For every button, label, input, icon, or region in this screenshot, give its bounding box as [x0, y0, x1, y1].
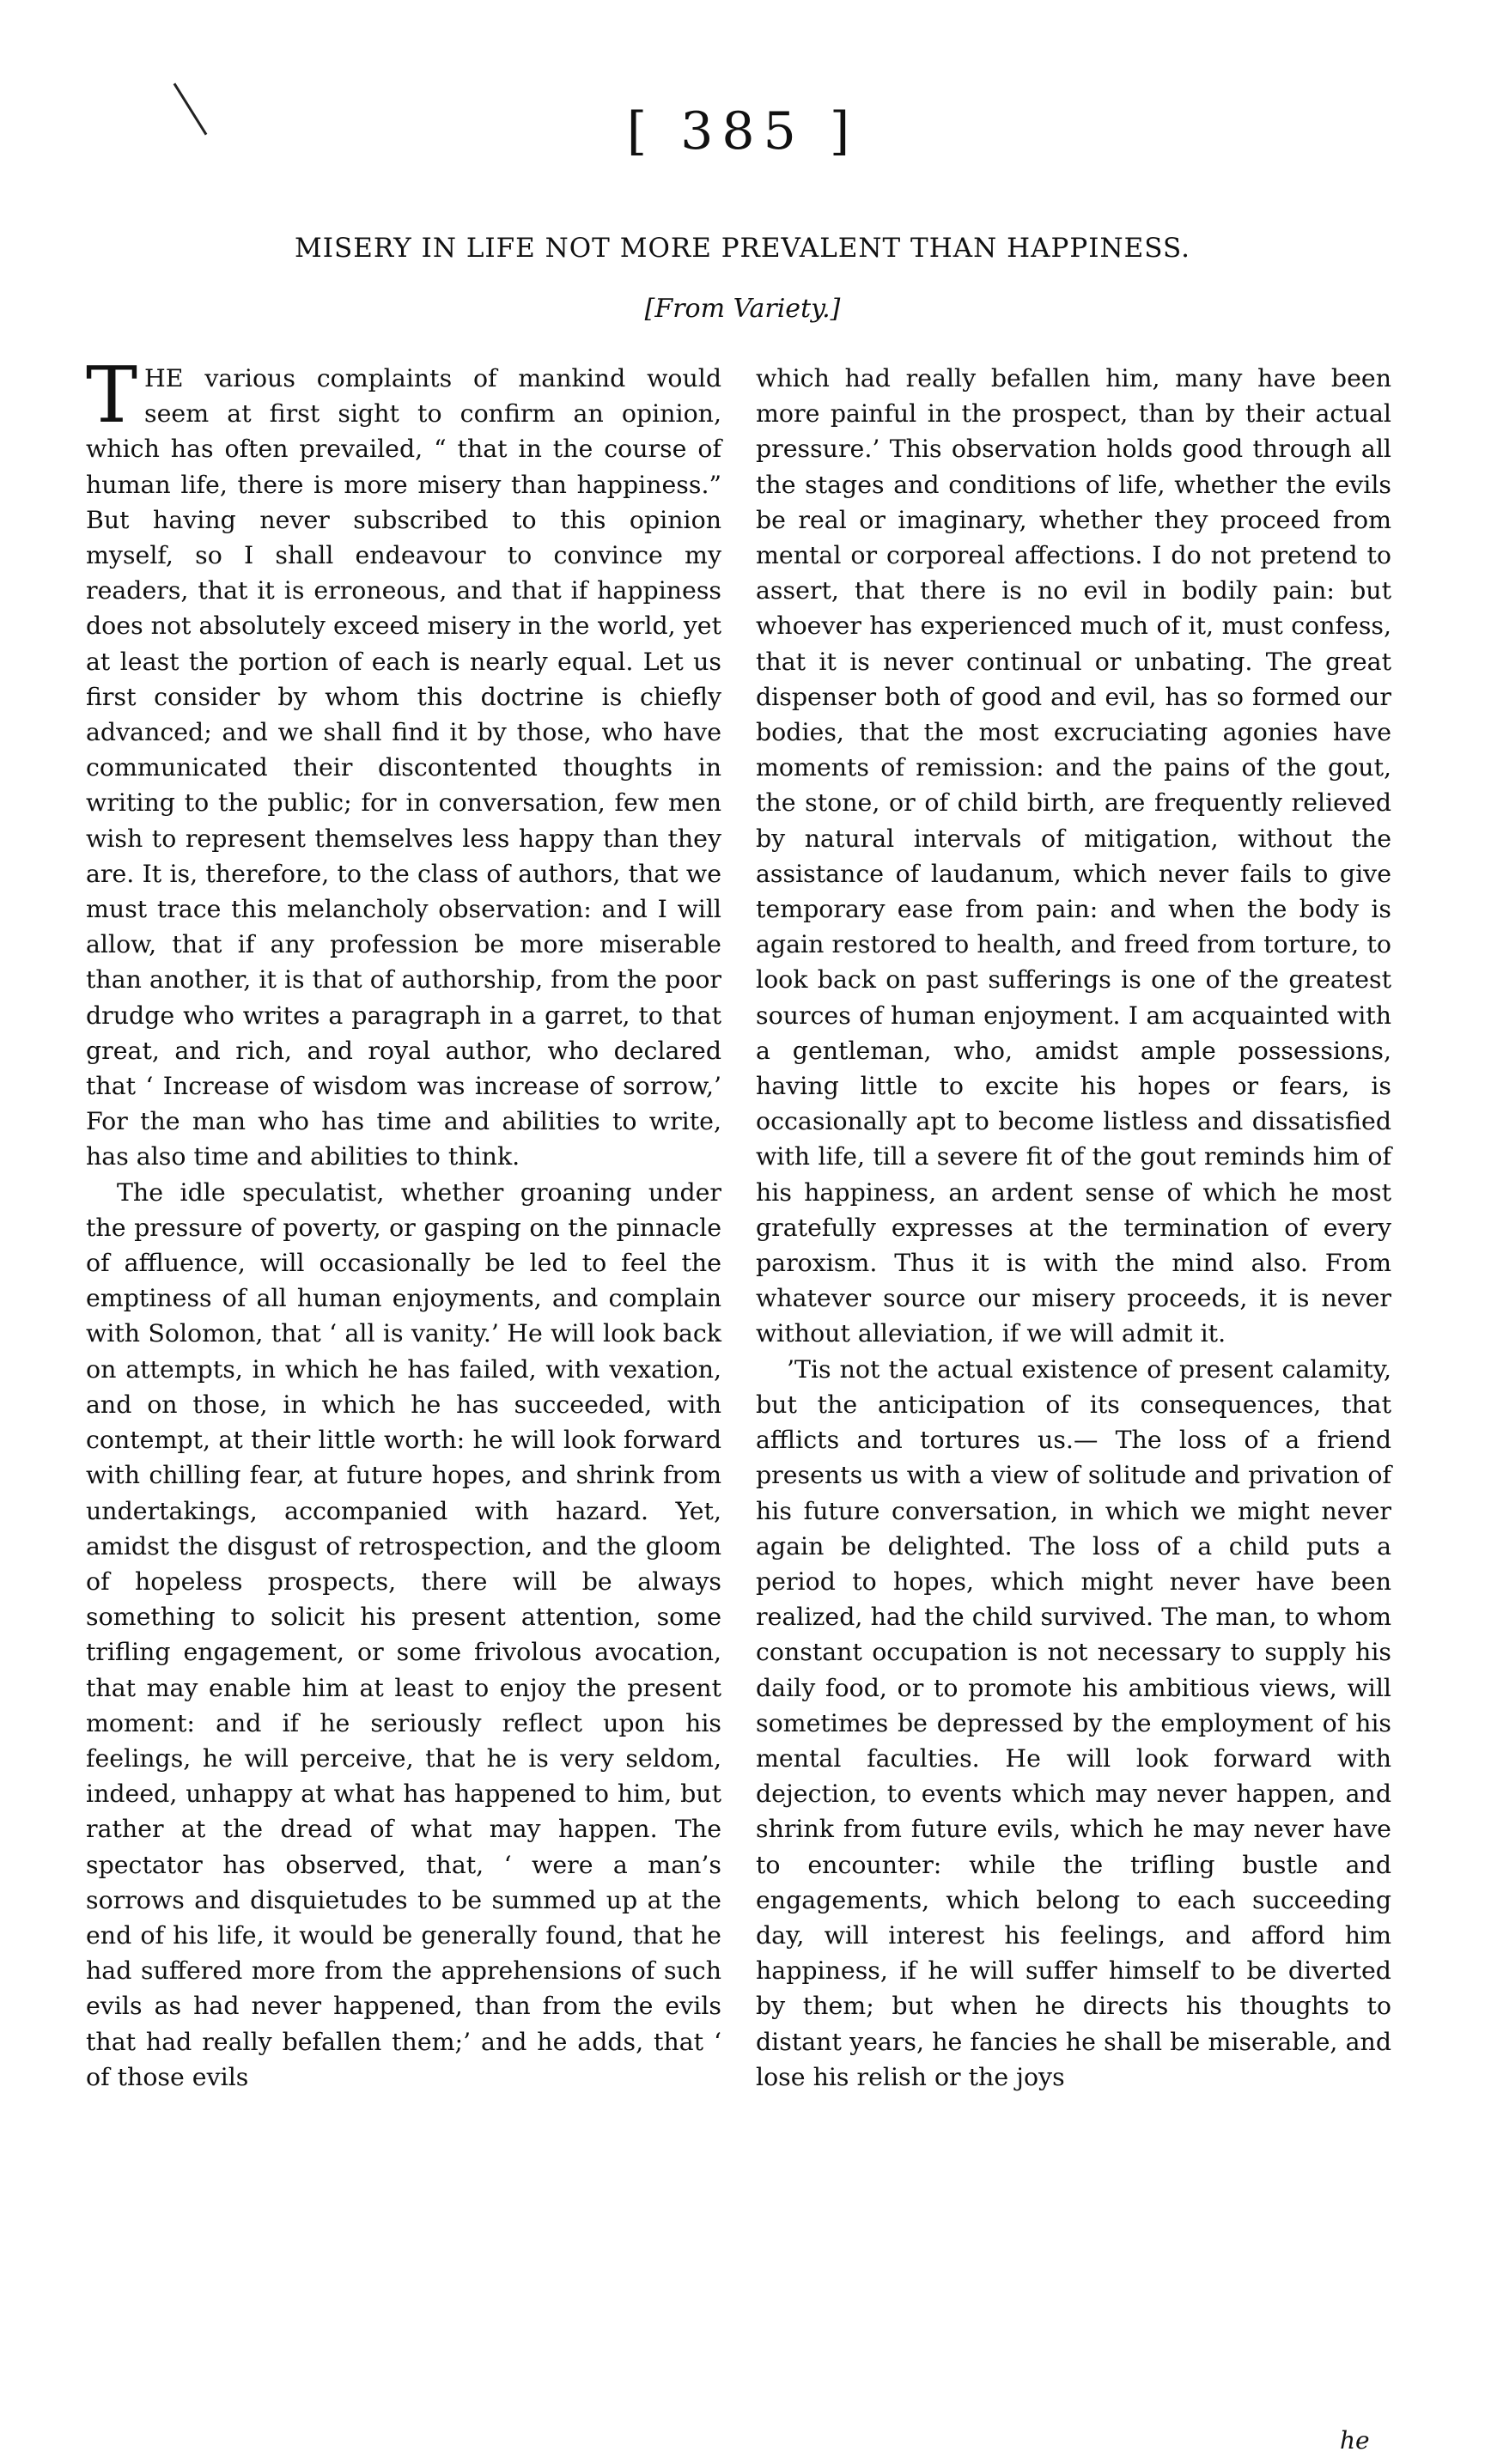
right-paragraph-2: ’Tis not the actual existence of present calamity, but the anticipation of its consequences, that afflicts and tortures us.— The loss of a friend presents us with a view of solitude and privation of his future conversation, in which we might never again be delighted. The loss of a child puts a period to hopes, which might never have been realized, had the child survived. The man, to whom constant occupation is not necessary to supply his daily food, or to promote his ambitious views, will sometimes be depressed by the employment of his mental faculties. He will look forward with dejection, to events which may never happen, and shrink from future evils, which he may never have to encounter: while the trifling bustle and engagements, which belong to each succeeding day, will interest his feelings, and afford him happiness, if he will suffer himself to be diverted by them; but when he directs his thoughts to distant years, he fancies he shall be miserable, and lose his relish or the joys: [756, 1354, 1391, 2091]
drop-cap: T: [86, 350, 138, 441]
page-number: [ 385 ]: [626, 101, 859, 161]
article-source: [From Variety.]: [644, 294, 841, 324]
left-column: [86, 350, 721, 2095]
left-paragraph-1: [86, 350, 721, 1175]
left-paragraph-1-text: HE various complaints of mankind would seem at first sight to confirm an opinion, which has often prevailed, “ that in the course of human life, there is more misery than happiness.” But having never subscribed to this opinion myself, so I shall endeavour to convince my readers, that it is erroneous, and that if happiness does not absolutely exceed misery in the world, yet at least the portion of each is nearly equal. Let us first consider by whom this doctrine is chiefly advanced; and we shall find it by those, who have communicated their discontented thoughts in writing to the public; for in conversation, few men wish to represent themselves less happy than they are. It is, therefore, to the class of authors, that we must trace this melancholy observation: and I will allow, that if any profession be more miserable than another, it is that of authorship, from the poor drudge who writes a paragraph in a garret, to that great, and rich, and royal author, who declared that ‘ Increase of wisdom was increase of sorrow,’ For the man who has time and abilities to write, has also time and abilities to think.: [86, 364, 721, 1171]
right-column: [756, 361, 1391, 2095]
catchword: he: [1340, 2426, 1370, 2455]
article-title: MISERY IN LIFE NOT MORE PREVALENT THAN HAPPINESS.: [295, 232, 1190, 264]
left-paragraph-2: The idle speculatist, whether groaning under the pressure of poverty, or gasping on the pinnacle of affluence, will occasionally be led to feel the emptiness of all human enjoyments, and complain with Solomon, that ‘ all is vanity.’ He will look back on attempts, in which he has failed, with vexation, and on those, in which he has succeeded, with contempt, at their little worth: he will look forward with chilling fear, at future hopes, and shrink from undertakings, accompanied with hazard. Yet, amidst the disgust of retrospection, and the gloom of hopeless prospects, there will be always something to solicit his present attention, some trifling engagement, or some frivolous avocation, that may enable him at least to enjoy the present moment: and if he seriously reflect upon his feelings, he will perceive, that he is very seldom, indeed, unhappy at what has happened to him, but rather at the dread of what may happen. The spectator has observed, that, ‘ were a man’s sorrows and disquietudes to be summed up at the end of his life, it would be generally found, that he had suffered more from the apprehensions of such evils as had never happened, than from the evils that had really befallen them;’ and he adds, that ‘ of those evils: [86, 1177, 721, 2091]
right-paragraph-1: which had really befallen him, many have been more painful in the prospect, than by their actual pressure.’ This observation holds good through all the stages and conditions of life, whether the evils be real or imaginary, whether they proceed from mental or corporeal affections. I do not pretend to assert, that there is no evil in bodily pain: but whoever has experienced much of it, must confess, that it is never continual or unbating. The great dispenser both of good and evil, has so formed our bodies, that the most excruciating agonies have moments of remission: and the pains of the gout, the stone, or of child birth, are frequently relieved by natural intervals of mitigation, without the assistance of laudanum, which never fails to give temporary ease from pain: and when the body is again restored to health, and freed from torture, to look back on past sufferings is one of the greatest sources of human enjoyment. I am acquainted with a gentleman, who, amidst ample possessions, having little to excite his hopes or fears, is occasionally apt to become listless and dissatisfied with life, till a severe fit of the gout reminds him of his happiness, an ardent sense of which he most gratefully expresses at the termination of every paroxism. Thus it is with the mind also. From whatever source our misery proceeds, it is never without alleviation, if we will admit it.: [756, 364, 1391, 1348]
